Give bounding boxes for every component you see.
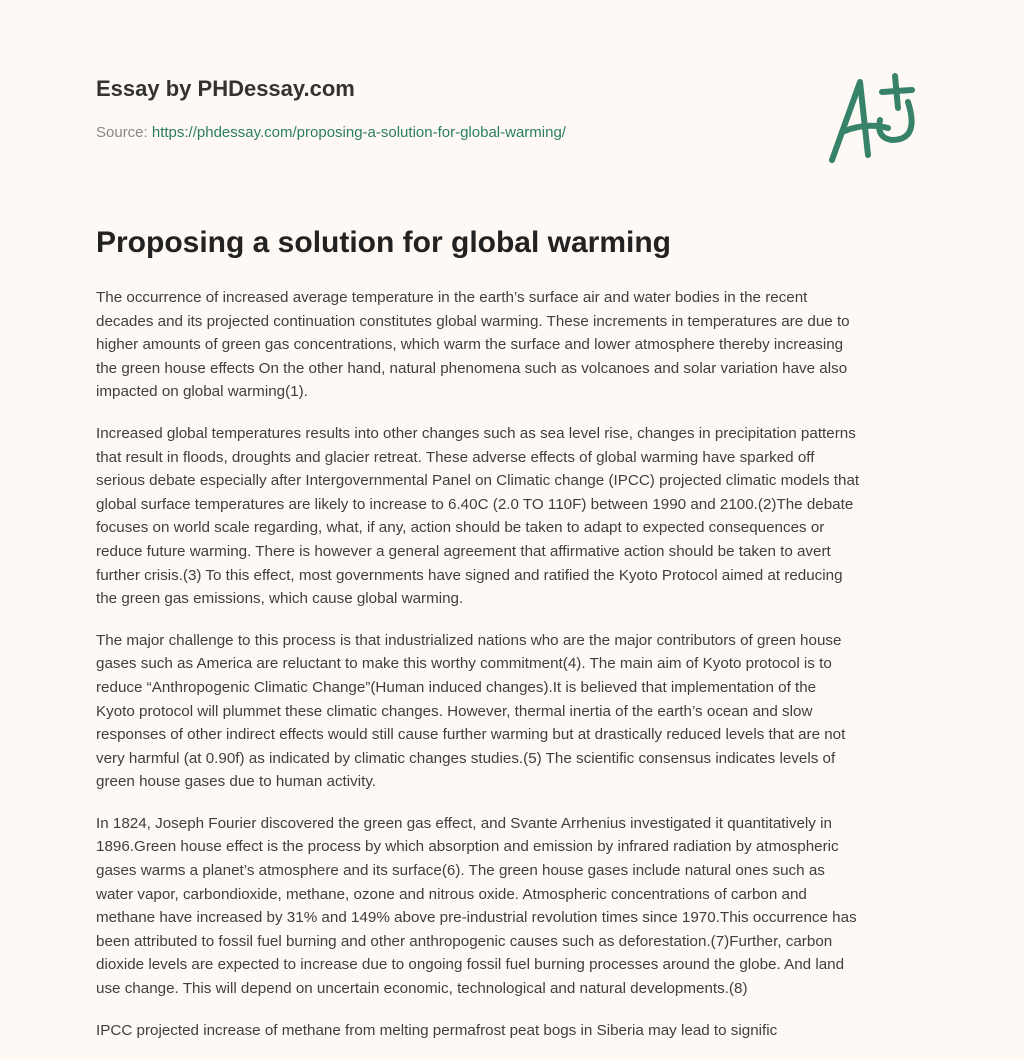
paragraph-line: focuses on world scale regarding, what, if any, action should be taken to adapt to expected consequences or <box>96 519 825 537</box>
paragraph-line: impacted on global warming(1). <box>96 383 308 401</box>
source-label: Source: <box>96 124 148 141</box>
site-title: Essay by PHDessay.com <box>96 76 355 101</box>
paragraph-line: The occurrence of increased average temperature in the earth’s surface air and water bodies in the recent <box>96 289 808 306</box>
paragraph-line: The major challenge to this process is that industrialized nations who are the major contributors of green house <box>96 631 842 649</box>
paragraph-line: very harmful (at 0.90f) as indicated by climatic changes studies.(5) The scientific consensus indicates levels of <box>96 749 836 767</box>
paragraph-line: reduce future warming. There is however a general agreement that affirmative action should be taken to avert <box>96 542 831 560</box>
paragraph-line: Increased global temperatures results into other changes such as sea level rise, changes in precipitation patterns <box>96 424 856 442</box>
paragraph-line: global surface temperatures are likely to increase to 6.40C (2.0 TO 110F) between 1990 and 2100.(2)The debate <box>96 495 854 513</box>
paragraph-line: that result in floods, droughts and glacier retreat. These adverse effects of global warming have sparked off <box>96 448 815 466</box>
paragraph-line: methane have increased by 31% and 149% above pre-industrial revolution times since 1970.This occurrence has <box>96 909 857 927</box>
paragraph-line: higher amounts of green gas concentrations, which warm the surface and lower atmosphere thereby increasing <box>96 336 844 354</box>
a-plus-logo <box>820 70 930 170</box>
essay-paragraph <box>96 1019 946 1043</box>
paragraph-line: gases warms a planet’s atmosphere and its surface(6). The green house gases include natural ones such as <box>96 862 825 880</box>
paragraph-line: IPCC projected increase of methane from melting permafrost peat bogs in Siberia may lead to signific <box>96 1021 778 1039</box>
paragraph-line: 1896.Green house effect is the process by which absorption and emission by infrared radiation by atmospheric <box>96 838 839 856</box>
paragraph-line: responses of other indirect effects would still cause further warming but at drastically reduced levels that are not <box>96 726 846 744</box>
paragraph-line: water vapor, carbondioxide, methane, ozone and nitrous oxide. Atmospheric concentrations of carbon and <box>96 885 807 903</box>
essay-paragraph <box>96 629 946 794</box>
essay-paragraph <box>96 286 946 404</box>
paragraph-line: the green house effects On the other hand, natural phenomena such as volcanoes and solar variation have also <box>96 359 848 377</box>
paragraph-line: dioxide levels are expected to increase due to ongoing fossil fuel burning processes around the globe. And land <box>96 956 845 974</box>
paragraph-line: gases such as America are reluctant to make this worthy commitment(4). The main aim of Kyoto protocol is to <box>96 655 832 673</box>
paragraph-line: use change. This will depend on uncertain economic, technological and natural developments.(8) <box>96 980 748 998</box>
essay-paragraph <box>96 422 946 611</box>
paragraph-line: decades and its projected continuation constitutes global warming. These increments in temperatures are due to <box>96 312 850 330</box>
paragraph-line: serious debate especially after Intergovernmental Panel on Climatic change (IPCC) projected climatic models that <box>96 472 860 490</box>
paragraph-line: been attributed to fossil fuel burning and other anthropogenic causes such as deforestation.(7)Further, carbon <box>96 932 833 950</box>
source-line <box>96 124 566 141</box>
paragraph-line: further crisis.(3) To this effect, most governments have signed and ratified the Kyoto Protocol aimed at reducing <box>96 566 843 584</box>
source-link[interactable]: https://phdessay.com/proposing-a-solution-for-global-warming/ <box>151 124 566 141</box>
essay-body <box>96 286 946 1060</box>
paragraph-line: In 1824, Joseph Fourier discovered the green gas effect, and Svante Arrhenius investigated it quantitatively in <box>96 814 832 832</box>
paragraph-line: green house gases due to human activity. <box>96 773 377 791</box>
paragraph-line: reduce “Anthropogenic Climatic Change”(Human induced changes).It is believed that implementation of the <box>96 678 817 696</box>
essay-title: Proposing a solution for global warming <box>96 226 672 259</box>
paragraph-line: the green gas emissions, which cause global warming. <box>96 590 464 608</box>
essay-paragraph <box>96 812 946 1001</box>
paragraph-line: Kyoto protocol will plummet these climatic changes. However, thermal inertia of the earth’s ocean and slow <box>96 702 813 720</box>
